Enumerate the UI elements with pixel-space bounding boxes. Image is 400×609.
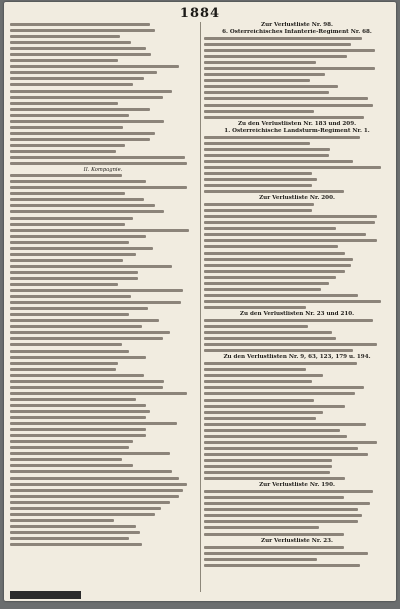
illegible-text xyxy=(10,525,136,528)
illegible-text xyxy=(204,411,323,414)
illegible-text xyxy=(204,399,314,402)
section-heading: Zur Verlustliste Nr. 98. xyxy=(261,22,333,28)
illegible-text xyxy=(10,35,120,38)
illegible-text xyxy=(10,380,164,383)
illegible-text xyxy=(10,204,155,207)
illegible-text xyxy=(10,452,170,455)
illegible-text xyxy=(204,331,332,334)
illegible-text xyxy=(10,507,161,510)
illegible-text xyxy=(204,154,329,157)
illegible-text xyxy=(204,435,347,438)
document-page xyxy=(4,2,396,601)
entry-line xyxy=(204,115,390,121)
illegible-text xyxy=(204,337,336,340)
illegible-text xyxy=(10,398,136,401)
illegible-text xyxy=(10,337,163,340)
illegible-text xyxy=(204,447,358,450)
illegible-text xyxy=(10,186,187,189)
illegible-text xyxy=(204,558,317,561)
section-heading: 1. Österreichische Landsturm-Regiment Nr. 1. xyxy=(224,127,370,134)
illegible-text xyxy=(204,368,306,371)
illegible-text xyxy=(10,301,181,304)
illegible-text xyxy=(10,362,118,365)
entry-line xyxy=(10,488,196,494)
illegible-text xyxy=(204,73,325,76)
illegible-text xyxy=(10,368,116,371)
illegible-text xyxy=(204,203,314,206)
illegible-text xyxy=(204,282,329,285)
entry-line xyxy=(10,494,196,500)
illegible-text xyxy=(10,277,138,280)
illegible-text xyxy=(10,519,114,522)
section-heading: Zu den Verlustlisten Nr. 9, 63, 123, 179 u. 194. xyxy=(223,354,371,361)
illegible-text xyxy=(10,477,179,480)
illegible-text xyxy=(204,533,344,536)
illegible-text xyxy=(10,47,146,50)
illegible-text xyxy=(204,520,358,523)
illegible-text xyxy=(10,331,170,334)
illegible-text xyxy=(204,508,358,511)
illegible-text xyxy=(10,513,155,516)
illegible-text xyxy=(10,132,155,135)
illegible-text xyxy=(10,138,150,141)
illegible-text xyxy=(204,227,336,230)
entry-line xyxy=(10,89,196,95)
illegible-text xyxy=(204,245,338,248)
illegible-text xyxy=(204,67,375,70)
illegible-text xyxy=(10,235,146,238)
illegible-text xyxy=(204,477,345,480)
illegible-text xyxy=(10,283,118,286)
illegible-text xyxy=(204,215,377,218)
illegible-text xyxy=(10,229,189,232)
illegible-text xyxy=(10,343,122,346)
illegible-text xyxy=(204,270,345,273)
illegible-text xyxy=(10,108,150,111)
illegible-text xyxy=(204,526,319,529)
illegible-text xyxy=(10,531,140,534)
illegible-text xyxy=(204,423,366,426)
illegible-text xyxy=(204,97,368,100)
illegible-text xyxy=(10,295,131,298)
illegible-text xyxy=(10,495,179,498)
illegible-text xyxy=(204,233,366,236)
illegible-text xyxy=(204,37,362,40)
illegible-text xyxy=(10,223,125,226)
illegible-text xyxy=(10,416,146,419)
illegible-text xyxy=(204,190,344,193)
page-number: 1884 xyxy=(179,6,221,21)
illegible-text xyxy=(10,210,164,213)
illegible-text xyxy=(204,546,344,549)
illegible-text xyxy=(204,264,351,267)
entry-line xyxy=(10,542,196,548)
illegible-text xyxy=(204,294,358,297)
illegible-text xyxy=(10,102,118,105)
illegible-text xyxy=(204,349,353,352)
entry-line xyxy=(204,96,390,102)
illegible-text xyxy=(10,422,177,425)
illegible-text xyxy=(10,356,146,359)
illegible-text xyxy=(204,116,364,119)
illegible-text xyxy=(204,178,317,181)
illegible-text xyxy=(10,386,163,389)
column-divider xyxy=(200,22,201,592)
illegible-text xyxy=(10,144,125,147)
illegible-text xyxy=(10,325,142,328)
illegible-text xyxy=(204,306,306,309)
illegible-text xyxy=(204,459,332,462)
illegible-text xyxy=(10,392,187,395)
entry-line xyxy=(10,482,196,488)
illegible-text xyxy=(10,198,144,201)
section-heading: Zur Verlustliste Nr. 190. xyxy=(259,482,335,489)
illegible-text xyxy=(10,483,187,486)
illegible-text xyxy=(204,465,332,468)
entry-line xyxy=(10,469,196,475)
illegible-text xyxy=(10,543,142,546)
illegible-text xyxy=(204,380,312,383)
illegible-text xyxy=(204,104,373,107)
illegible-text xyxy=(204,85,338,88)
illegible-text xyxy=(10,71,157,74)
entry-line xyxy=(204,422,390,428)
illegible-text xyxy=(10,83,133,86)
illegible-text xyxy=(10,489,183,492)
illegible-text xyxy=(204,49,375,52)
illegible-text xyxy=(10,458,122,461)
illegible-text xyxy=(10,350,129,353)
entry-line xyxy=(204,563,390,569)
illegible-text xyxy=(204,564,360,567)
illegible-text xyxy=(10,114,129,117)
section-heading: Zur Verlustliste Nr. 23. xyxy=(261,537,333,544)
illegible-text xyxy=(204,172,312,175)
illegible-text xyxy=(10,428,146,431)
illegible-text xyxy=(204,79,310,82)
illegible-text xyxy=(204,502,370,505)
illegible-text xyxy=(204,252,345,255)
section-heading: Zur Verlustliste Nr. 200. xyxy=(259,195,335,202)
illegible-text xyxy=(10,470,172,473)
section-heading: Zu den Verlustlisten Nr. 183 und 209. xyxy=(237,120,357,127)
illegible-text xyxy=(204,374,323,377)
illegible-text xyxy=(10,96,163,99)
illegible-text xyxy=(10,65,179,68)
illegible-text xyxy=(204,514,362,517)
illegible-text xyxy=(204,43,351,46)
illegible-text xyxy=(204,319,373,322)
entry-line xyxy=(10,391,196,397)
illegible-text xyxy=(204,325,308,328)
illegible-text xyxy=(10,265,172,268)
illegible-text xyxy=(10,464,133,467)
illegible-text xyxy=(204,386,364,389)
illegible-text xyxy=(204,343,377,346)
illegible-text xyxy=(204,166,381,169)
illegible-text xyxy=(10,446,129,449)
illegible-text xyxy=(204,417,316,420)
illegible-text xyxy=(10,374,144,377)
illegible-text xyxy=(10,313,129,316)
illegible-text xyxy=(204,276,336,279)
illegible-text xyxy=(204,405,345,408)
subsection-heading: II. Kompagnie. xyxy=(83,167,123,174)
illegible-text xyxy=(10,247,153,250)
illegible-text xyxy=(10,253,136,256)
illegible-text xyxy=(204,61,316,64)
section-heading: Zu den Verlustlisten Nr. 23 und 210. xyxy=(239,310,355,317)
illegible-text xyxy=(204,453,368,456)
illegible-text xyxy=(10,180,146,183)
illegible-text xyxy=(10,120,164,123)
illegible-text xyxy=(204,184,312,187)
illegible-text xyxy=(10,150,116,153)
illegible-text xyxy=(10,90,172,93)
illegible-text xyxy=(10,59,118,62)
illegible-text xyxy=(10,192,125,195)
illegible-text xyxy=(204,392,355,395)
illegible-text xyxy=(10,434,146,437)
entry-line xyxy=(204,103,390,109)
illegible-text xyxy=(10,41,131,44)
illegible-text xyxy=(10,23,150,26)
illegible-text xyxy=(204,362,357,365)
illegible-text xyxy=(204,160,353,163)
illegible-text xyxy=(204,429,340,432)
entry-line xyxy=(204,551,390,557)
illegible-text xyxy=(204,258,353,261)
illegible-text xyxy=(10,77,144,80)
illegible-text xyxy=(204,148,330,151)
section-heading: 6. Österreichisches Infanterie-Regiment Nr. 68. xyxy=(222,29,372,35)
illegible-text xyxy=(204,471,330,474)
illegible-text xyxy=(10,162,187,165)
illegible-text xyxy=(204,110,314,113)
illegible-text xyxy=(204,91,329,94)
illegible-text xyxy=(204,136,360,139)
illegible-text xyxy=(10,410,150,413)
illegible-text xyxy=(10,126,123,129)
illegible-text xyxy=(204,142,310,145)
illegible-text xyxy=(10,319,159,322)
left-column xyxy=(10,22,196,592)
illegible-text xyxy=(204,209,312,212)
illegible-text xyxy=(10,156,185,159)
entry-line xyxy=(10,228,196,234)
illegible-text xyxy=(204,239,377,242)
illegible-text xyxy=(204,288,321,291)
illegible-text xyxy=(10,537,129,540)
illegible-text xyxy=(10,271,138,274)
illegible-text xyxy=(10,289,183,292)
illegible-text xyxy=(10,29,155,32)
illegible-text xyxy=(204,441,377,444)
entry-line xyxy=(10,500,196,506)
illegible-text xyxy=(10,53,151,56)
illegible-text xyxy=(10,440,133,443)
illegible-text xyxy=(204,221,375,224)
illegible-text xyxy=(204,55,347,58)
entry-line xyxy=(204,440,390,446)
right-column xyxy=(204,22,390,592)
illegible-text xyxy=(204,552,368,555)
illegible-text xyxy=(204,490,373,493)
illegible-text xyxy=(10,501,170,504)
illegible-text xyxy=(204,496,344,499)
illegible-text xyxy=(10,241,129,244)
illegible-text xyxy=(10,259,123,262)
library-stamp xyxy=(10,591,81,599)
illegible-text xyxy=(10,174,122,177)
illegible-text xyxy=(10,307,148,310)
illegible-text xyxy=(10,217,133,220)
illegible-text xyxy=(204,300,381,303)
illegible-text xyxy=(10,404,146,407)
entry-line xyxy=(10,476,196,482)
